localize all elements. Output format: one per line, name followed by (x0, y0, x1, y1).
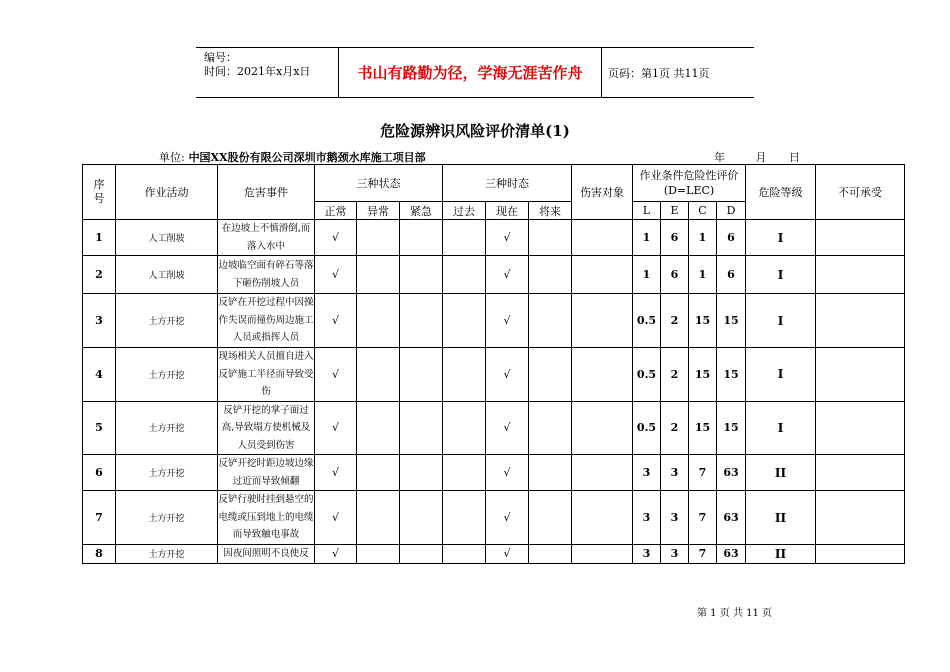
page-title: 危险源辨识风险评价清单(1) (380, 122, 570, 140)
row-C: 7 (689, 491, 717, 545)
row-target (572, 455, 633, 491)
col-three-tenses: 三种时态 (443, 165, 572, 202)
row-C: 7 (689, 545, 717, 564)
row-emergency (400, 491, 443, 545)
row-level: II (746, 491, 816, 545)
row-future (529, 256, 572, 294)
col-level: 危险等级 (746, 165, 816, 220)
row-emergency (400, 401, 443, 455)
row-level: I (746, 256, 816, 294)
row-unacceptable (816, 545, 905, 564)
row-normal: √ (315, 256, 357, 294)
row-abnormal (357, 348, 400, 402)
row-seq: 5 (83, 401, 116, 455)
row-future (529, 294, 572, 348)
table-row (83, 220, 905, 256)
code-label: 编号： (204, 51, 237, 64)
row-D: 15 (717, 294, 746, 348)
row-future (529, 220, 572, 256)
row-target (572, 401, 633, 455)
row-past (443, 256, 486, 294)
col-normal: 正常 (315, 202, 357, 220)
row-unacceptable (816, 401, 905, 455)
row-C: 1 (689, 220, 717, 256)
unit-line (159, 149, 426, 165)
row-C: 15 (689, 348, 717, 402)
header-meta (196, 48, 338, 97)
date-month: 月 (755, 151, 767, 164)
row-activity: 土方开挖 (116, 491, 218, 545)
row-past (443, 491, 486, 545)
row-level: I (746, 348, 816, 402)
col-lec: 作业条件危险性评价(D=LEC) (633, 165, 746, 202)
row-hazard: 在边坡上不慎滑倒,而落入水中 (218, 220, 315, 256)
row-abnormal (357, 220, 400, 256)
row-past (443, 220, 486, 256)
row-target (572, 220, 633, 256)
row-present: √ (486, 348, 529, 402)
col-past: 过去 (443, 202, 486, 220)
row-future (529, 455, 572, 491)
col-present: 现在 (486, 202, 529, 220)
row-target (572, 545, 633, 564)
time-label: 时间：2021年x月x日 (204, 65, 311, 78)
row-unacceptable (816, 491, 905, 545)
row-emergency (400, 256, 443, 294)
row-L: 1 (633, 256, 661, 294)
table-row (83, 455, 905, 491)
row-E: 6 (661, 256, 689, 294)
col-future: 将来 (529, 202, 572, 220)
row-abnormal (357, 294, 400, 348)
row-emergency (400, 294, 443, 348)
row-activity: 土方开挖 (116, 401, 218, 455)
row-emergency (400, 220, 443, 256)
row-E: 3 (661, 455, 689, 491)
row-present: √ (486, 545, 529, 564)
unit-label: 单位: (159, 151, 185, 164)
row-level: I (746, 401, 816, 455)
slogan: 书山有路勤为径，学海无涯苦作舟 (338, 48, 602, 97)
col-L: L (633, 202, 661, 220)
risk-table (82, 164, 905, 564)
col-abnormal: 异常 (357, 202, 400, 220)
row-target (572, 348, 633, 402)
row-present: √ (486, 220, 529, 256)
row-target (572, 491, 633, 545)
row-seq: 8 (83, 545, 116, 564)
row-past (443, 401, 486, 455)
row-C: 15 (689, 401, 717, 455)
table-row (83, 401, 905, 455)
row-emergency (400, 455, 443, 491)
row-seq: 2 (83, 256, 116, 294)
row-L: 1 (633, 220, 661, 256)
row-D: 63 (717, 455, 746, 491)
col-D: D (717, 202, 746, 220)
row-past (443, 455, 486, 491)
row-abnormal (357, 491, 400, 545)
row-present: √ (486, 294, 529, 348)
row-activity: 人工削坡 (116, 256, 218, 294)
row-hazard: 边坡临空面有碎石等落下砸伤削坡人员 (218, 256, 315, 294)
header-row-1 (83, 165, 905, 202)
row-past (443, 545, 486, 564)
row-D: 63 (717, 545, 746, 564)
row-L: 3 (633, 491, 661, 545)
row-future (529, 401, 572, 455)
row-abnormal (357, 545, 400, 564)
col-unacceptable: 不可承受 (816, 165, 905, 220)
row-normal: √ (315, 545, 357, 564)
row-abnormal (357, 455, 400, 491)
row-level: I (746, 220, 816, 256)
col-seq-label: 序号 (93, 178, 105, 205)
row-seq: 6 (83, 455, 116, 491)
row-activity: 人工削坡 (116, 220, 218, 256)
page-code: 页码：第1页 共11页 (608, 66, 710, 80)
row-D: 6 (717, 256, 746, 294)
col-C: C (689, 202, 717, 220)
row-hazard: 因夜间照明不良使反 (218, 545, 315, 564)
col-activity: 作业活动 (116, 165, 218, 220)
row-normal: √ (315, 220, 357, 256)
table-row (83, 256, 905, 294)
date-day: 日 (789, 151, 800, 164)
table-row (83, 545, 905, 564)
row-normal: √ (315, 455, 357, 491)
row-present: √ (486, 455, 529, 491)
row-D: 15 (717, 348, 746, 402)
row-L: 0.5 (633, 401, 661, 455)
row-unacceptable (816, 348, 905, 402)
row-level: I (746, 294, 816, 348)
row-emergency (400, 348, 443, 402)
row-activity: 土方开挖 (116, 348, 218, 402)
row-unacceptable (816, 455, 905, 491)
row-present: √ (486, 401, 529, 455)
row-E: 2 (661, 294, 689, 348)
row-E: 2 (661, 348, 689, 402)
row-past (443, 348, 486, 402)
row-hazard: 反铲在开挖过程中因操作失误而撞伤周边施工人员或指挥人员 (218, 294, 315, 348)
row-level: II (746, 545, 816, 564)
row-normal: √ (315, 294, 357, 348)
row-unacceptable (816, 256, 905, 294)
col-emergency: 紧急 (400, 202, 443, 220)
row-L: 0.5 (633, 294, 661, 348)
unit-name: 中国XX股份有限公司深圳市鹅颈水库施工项目部 (188, 151, 426, 164)
col-seq (83, 165, 116, 220)
row-E: 6 (661, 220, 689, 256)
col-target: 伤害对象 (572, 165, 633, 220)
row-normal: √ (315, 491, 357, 545)
row-normal: √ (315, 401, 357, 455)
row-E: 3 (661, 545, 689, 564)
document-header (196, 47, 754, 98)
row-present: √ (486, 256, 529, 294)
col-E: E (661, 202, 689, 220)
row-D: 6 (717, 220, 746, 256)
row-hazard: 反铲行驶时挂到悬空的电缆或压到地上的电缆而导致触电事故 (218, 491, 315, 545)
row-E: 3 (661, 491, 689, 545)
row-seq: 3 (83, 294, 116, 348)
row-L: 0.5 (633, 348, 661, 402)
row-C: 15 (689, 294, 717, 348)
row-D: 15 (717, 401, 746, 455)
row-future (529, 348, 572, 402)
row-hazard: 反铲开挖的掌子面过高,导致塌方使机械及人员受到伤害 (218, 401, 315, 455)
col-three-states: 三种状态 (315, 165, 443, 202)
row-L: 3 (633, 545, 661, 564)
row-seq: 1 (83, 220, 116, 256)
row-hazard: 反铲开挖时距边坡边缘过近而导致倾翻 (218, 455, 315, 491)
row-emergency (400, 545, 443, 564)
col-hazard: 危害事件 (218, 165, 315, 220)
row-past (443, 294, 486, 348)
row-activity: 土方开挖 (116, 294, 218, 348)
row-target (572, 294, 633, 348)
row-C: 1 (689, 256, 717, 294)
row-abnormal (357, 256, 400, 294)
row-present: √ (486, 491, 529, 545)
row-hazard: 现场相关人员擅自进入反铲施工半径而导致受伤 (218, 348, 315, 402)
table-row (83, 491, 905, 545)
row-unacceptable (816, 220, 905, 256)
row-level: II (746, 455, 816, 491)
table-row (83, 294, 905, 348)
row-D: 63 (717, 491, 746, 545)
date-line (714, 149, 800, 165)
row-normal: √ (315, 348, 357, 402)
row-abnormal (357, 401, 400, 455)
row-future (529, 491, 572, 545)
row-target (572, 256, 633, 294)
date-year: 年 (714, 151, 725, 164)
row-unacceptable (816, 294, 905, 348)
table-row (83, 348, 905, 402)
row-future (529, 545, 572, 564)
row-L: 3 (633, 455, 661, 491)
page-footer: 第 1 页 共 11 页 (697, 608, 772, 619)
row-C: 7 (689, 455, 717, 491)
row-seq: 4 (83, 348, 116, 402)
row-E: 2 (661, 401, 689, 455)
row-activity: 土方开挖 (116, 545, 218, 564)
row-seq: 7 (83, 491, 116, 545)
row-activity: 土方开挖 (116, 455, 218, 491)
